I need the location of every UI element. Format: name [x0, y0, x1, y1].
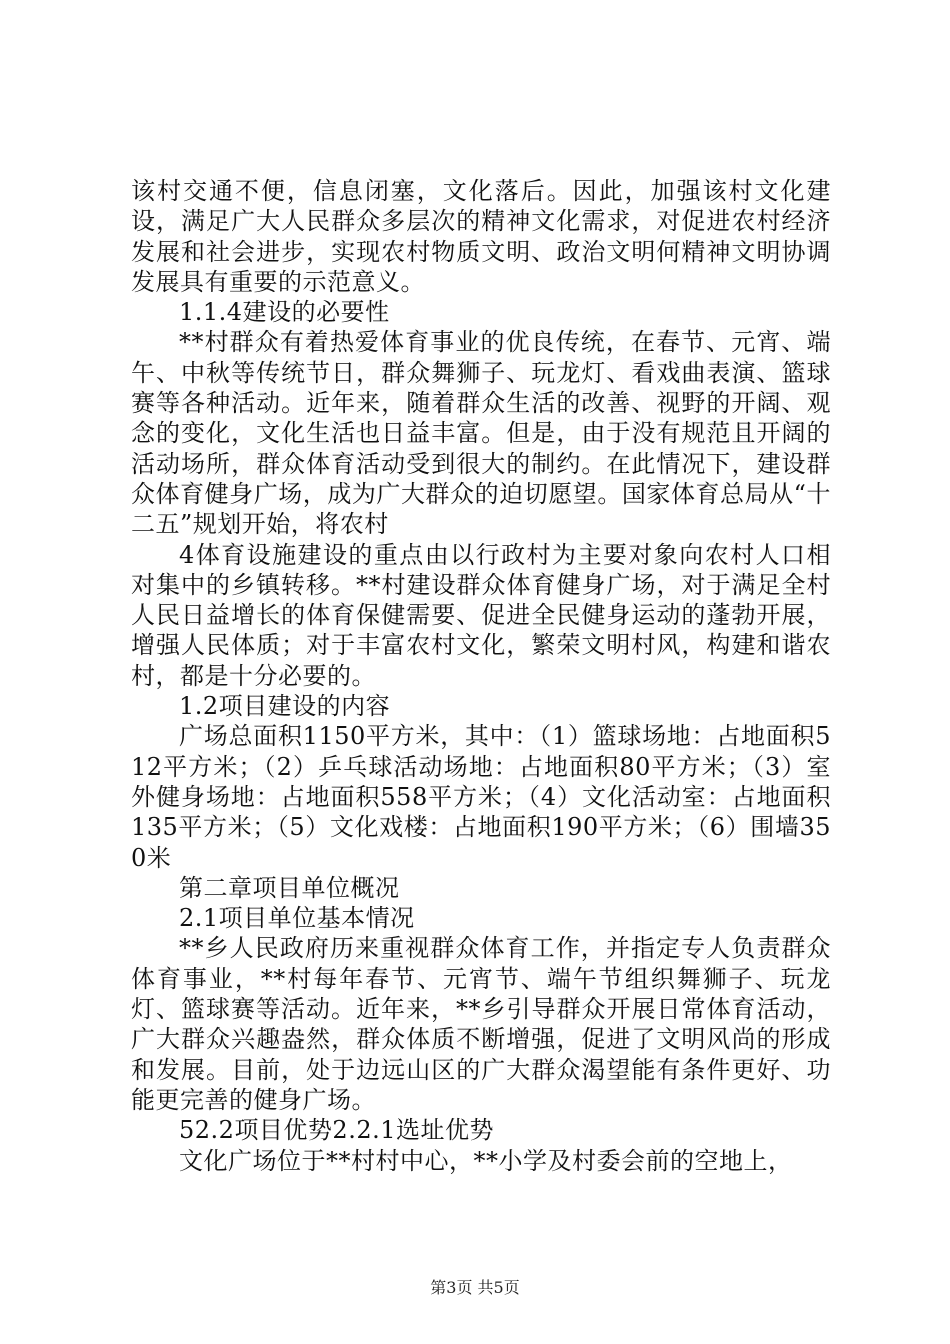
body-paragraph: 该村交通不便，信息闭塞，文化落后。因此，加强该村文化建设，满足广大人民群众多层次的精神文化需求，对促进农村经济发展和社会进步，实现农村物质文明、政治文明何精神文明协调发展具有重要的示范意义。	[131, 177, 831, 296]
section-heading: 52.2项目优势2.2.1选址优势	[179, 1116, 495, 1145]
body-paragraph: 4体育设施建设的重点由以行政村为主要对象向农村人口相对集中的乡镇转移。**村建设群众体育健身广场，对于满足全村人民日益增长的体育保健需要、促进全民健身运动的蓬勃开展，增强人民体质；对于丰富农村文化，繁荣文明村风，构建和谐农村，都是十分必要的。	[131, 540, 831, 690]
chapter-heading: 第二章项目单位概况	[179, 873, 400, 902]
body-paragraph: 文化广场位于**村村中心，**小学及村委会前的空地上，	[179, 1146, 793, 1175]
document-body	[131, 176, 831, 1176]
body-paragraph: **村群众有着热爱体育事业的优良传统，在春节、元宵、端午、中秋等传统节日，群众舞狮子、玩龙灯、看戏曲表演、篮球赛等各种活动。近年来，随着群众生活的改善、视野的开阔、观念的变化，文化生活也日益丰富。但是，由于没有规范且开阔的活动场所，群众体育活动受到很大的制约。在此情况下，建设群众体育健身广场，成为广大群众的迫切愿望。国家体育总局从“十二五”规划开始，将农村	[131, 328, 831, 539]
section-heading: 1.1.4建设的必要性	[179, 298, 390, 327]
body-paragraph: **乡人民政府历来重视群众体育工作，并指定专人负责群众体育事业，**村每年春节、元宵节、端午节组织舞狮子、玩龙灯、篮球赛等活动。近年来，**乡引导群众开展日常体育活动，广大群众兴趣盎然，群众体质不断增强，促进了文明风尚的形成和发展。目前，处于边远山区的广大群众渴望能有条件更好、功能更完善的健身广场。	[131, 934, 831, 1114]
body-paragraph: 广场总面积1150平方米，其中：（1）篮球场地：占地面积512平方米；（2）乒乓球活动场地：占地面积80平方米；（3）室外健身场地：占地面积558平方米；（4）文化活动室：占地面积135平方米；（5）文化戏楼：占地面积190平方米；（6）围墙350米	[131, 722, 831, 872]
section-heading: 2.1项目单位基本情况	[179, 904, 415, 933]
page-number-footer: 第3页 共5页	[430, 1278, 520, 1297]
section-heading: 1.2项目建设的内容	[179, 692, 391, 721]
